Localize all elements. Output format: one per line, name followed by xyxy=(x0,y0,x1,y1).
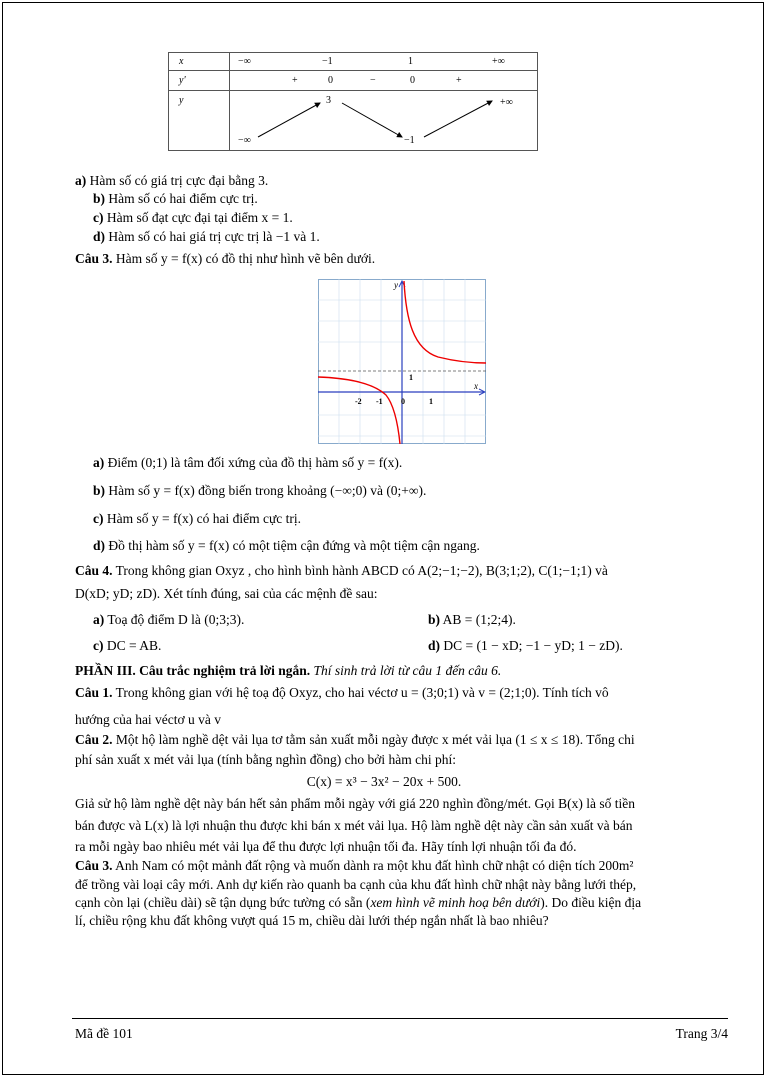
vt-sign-0: + xyxy=(292,75,298,86)
p3-c2-line1: Câu 2. Một hộ làm nghề dệt vải lụa tơ tằm sản xuất mỗi ngày được x mét vải lụa (1 ≤ x ≤ 18). Tổng chi xyxy=(75,732,635,747)
vt-x-header: x xyxy=(169,53,230,71)
vt-y-header: y xyxy=(169,91,230,151)
vt-x-2: 1 xyxy=(408,56,413,67)
p3-c1-line2: hướng của hai véctơ u và v xyxy=(75,712,222,727)
footer-exam-code: Mã đề 101 xyxy=(75,1026,133,1041)
vt-sign-1: 0 xyxy=(328,75,333,86)
p3-c2-line4: bán được và L(x) là lợi nhuận thu được khi bán x mét vải lụa. Hộ làm nghề dệt này cần sản xuất và bán xyxy=(75,818,633,833)
vt-sign-2: − xyxy=(370,75,376,86)
q3-item-b: b) Hàm số y = f(x) đồng biến trong khoảng (−∞;0) và (0;+∞). xyxy=(93,483,427,498)
footer-page-number: Trang 3/4 xyxy=(675,1026,728,1041)
graph-y-label: y xyxy=(394,280,398,290)
vt-yprime-row xyxy=(230,71,538,91)
q3-stem: Câu 3. Hàm số y = f(x) có đồ thị như hình vẽ bên dưới. xyxy=(75,251,376,266)
p3-c2-line5: ra mỗi ngày bao nhiêu mét vải lụa để thu được lợi nhuận tối đa. Hãy tính lợi nhuận tối đa đó. xyxy=(75,839,577,854)
vt-x-3: +∞ xyxy=(492,56,505,67)
vt-y-0: −∞ xyxy=(238,135,251,146)
vt-x-0: −∞ xyxy=(238,56,251,67)
graph-tick-m2: -2 xyxy=(355,397,362,406)
q4-item-b: b) AB = (1;2;4). xyxy=(428,612,516,627)
footer-divider xyxy=(72,1018,728,1019)
vt-x-row xyxy=(230,53,538,71)
vt-y-3: +∞ xyxy=(500,97,513,108)
part3-heading: PHẦN III. Câu trắc nghiệm trả lời ngắn. Thí sinh trả lời từ câu 1 đến câu 6. xyxy=(75,663,502,678)
vt-sign-3: 0 xyxy=(410,75,415,86)
q3-item-d: d) Đồ thị hàm số y = f(x) có một tiệm cận đứng và một tiệm cận ngang. xyxy=(93,538,480,553)
vt-arrow-up-1 xyxy=(258,103,320,137)
vt-y-row xyxy=(230,91,538,151)
vt-y-2: −1 xyxy=(404,135,415,146)
p3-c3-line3: cạnh còn lại (chiều dài) sẽ tận dụng bức tường có sẵn (xem hình vẽ minh hoạ bên dưới). Do điều kiện địa xyxy=(75,895,642,910)
p3-c3-line4: lí, chiều rộng khu đất không vượt quá 15 m, chiều dài lưới thép ngắn nhất là bao nhiêu? xyxy=(75,913,549,928)
graph-y-tick-1: 1 xyxy=(409,373,413,382)
q4-stem-1: Câu 4. Trong không gian Oxyz , cho hình bình hành ABCD có A(2;−1;−2), B(3;1;2), C(1;−1;1) và xyxy=(75,563,608,578)
q3-graph xyxy=(318,279,486,444)
q4-item-a: a) Toạ độ điểm D là (0;3;3). xyxy=(93,612,245,627)
q3-item-a: a) Điểm (0;1) là tâm đối xứng của đồ thị hàm số y = f(x). xyxy=(93,455,403,470)
vt-arrow-up-2 xyxy=(424,101,492,137)
p3-c3-line2: để trồng vài loại cây mới. Anh dự kiến rào quanh ba cạnh của khu đất hình chữ nhật này bằng lưới thép, xyxy=(75,877,637,892)
vt-arrow-down xyxy=(342,103,402,137)
q2-item-c: c) Hàm số đạt cực đại tại điểm x = 1. xyxy=(93,210,293,225)
graph-x-label: x xyxy=(474,381,478,391)
variation-table xyxy=(168,52,538,151)
p3-c2-line3: Giả sử hộ làm nghề dệt này bán hết sản phẩm mỗi ngày với giá 220 nghìn đồng/mét. Gọi B(x) là số tiền xyxy=(75,796,635,811)
q2-item-a: a) Hàm số có giá trị cực đại bằng 3. xyxy=(75,173,269,188)
p3-c2-formula: C(x) = x³ − 3x² − 20x + 500. xyxy=(306,774,462,789)
vt-x-1: −1 xyxy=(322,56,333,67)
p3-c3-line1: Câu 3. Anh Nam có một mảnh đất rộng và muốn dành ra một khu đất hình chữ nhật có diện tích 200m² xyxy=(75,858,634,873)
q4-item-d: d) DC = (1 − xD; −1 − yD; 1 − zD). xyxy=(428,638,623,653)
vt-arrows xyxy=(230,91,600,151)
q4-item-c: c) DC = AB. xyxy=(93,638,162,653)
graph-tick-0: 0 xyxy=(401,397,405,406)
q2-item-d: d) Hàm số có hai giá trị cực trị là −1 và 1. xyxy=(93,229,320,244)
graph-tick-m1: -1 xyxy=(376,397,383,406)
p3-c2-line2: phí sản xuất x mét vải lụa (tính bằng nghìn đồng) cho bởi hàm chi phí: xyxy=(75,752,456,767)
vt-y-1: 3 xyxy=(326,95,331,106)
vt-sign-4: + xyxy=(456,75,462,86)
q4-stem-2: D(xD; yD; zD). Xét tính đúng, sai của các mệnh đề sau: xyxy=(75,586,378,601)
vt-yprime-header: y' xyxy=(169,71,230,91)
q3-item-c: c) Hàm số y = f(x) có hai điểm cực trị. xyxy=(93,511,301,526)
graph-tick-1: 1 xyxy=(429,397,433,406)
q2-item-b: b) Hàm số có hai điểm cực trị. xyxy=(93,191,258,206)
p3-c1-line1: Câu 1. Trong không gian với hệ toạ độ Oxyz, cho hai véctơ u = (3;0;1) và v = (2;1;0). Tính tích vô xyxy=(75,685,609,700)
